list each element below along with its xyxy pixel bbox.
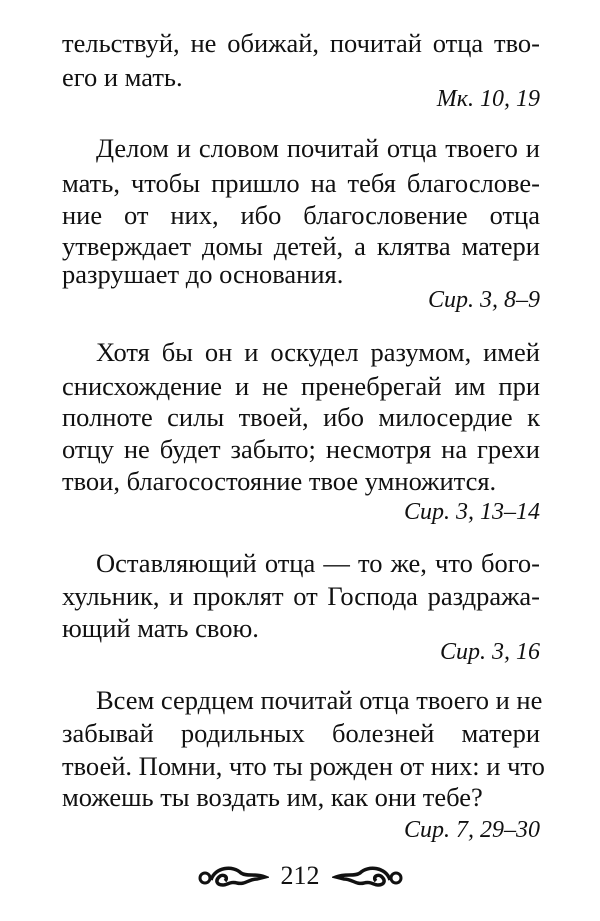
text-line: Делом и словом почитай отца твоего и — [96, 133, 540, 163]
scripture-reference: Сир. 7, 29–30 — [403, 817, 540, 843]
scripture-reference: Сир. 3, 16 — [439, 639, 540, 665]
text-line: мать, чтобы пришло на тебя благослове- — [62, 168, 540, 198]
text-line: тельствуй, не обижай, почитай отца тво- — [62, 28, 540, 58]
scripture-reference: Мк. 10, 19 — [436, 86, 540, 112]
text-line: твоей. Помни, что ты рожден от них: и что — [62, 751, 545, 781]
text-line: ющий мать свою. — [62, 613, 259, 643]
text-line: хульник, и проклят от Господа раздража- — [62, 581, 540, 611]
scripture-reference: Сир. 3, 13–14 — [403, 499, 540, 525]
text-line: твои, благосостояние твое умножится. — [62, 466, 497, 496]
ornament-right-icon — [332, 863, 404, 889]
page-footer — [0, 856, 600, 896]
text-line: ние от них, ибо благословение отца — [62, 200, 540, 230]
text-line: забывай родильных болезней матери — [62, 718, 540, 748]
text-line: Оставляющий отца — то же, что бого- — [96, 548, 540, 578]
text-line: его и мать. — [62, 62, 183, 92]
text-line: разрушает до основания. — [62, 259, 344, 289]
text-line: утверждает домы детей, а клятва матери — [62, 231, 540, 261]
text-line: снисхождение и не пренебрегай им при — [62, 371, 540, 401]
scripture-reference: Сир. 3, 8–9 — [427, 287, 540, 313]
page-number: 212 — [280, 861, 320, 890]
text-line: можешь ты воздать им, как они тебе? — [62, 782, 483, 812]
text-line: полноте силы твоей, ибо милосердие к — [62, 402, 540, 432]
text-line: Хотя бы он и оскудел разумом, имей — [96, 337, 540, 367]
text-line: Всем сердцем почитай отца твоего и не — [96, 685, 543, 715]
text-line: отцу не будет забыто; несмотря на грехи — [62, 434, 540, 464]
ornament-left-icon — [197, 863, 269, 889]
